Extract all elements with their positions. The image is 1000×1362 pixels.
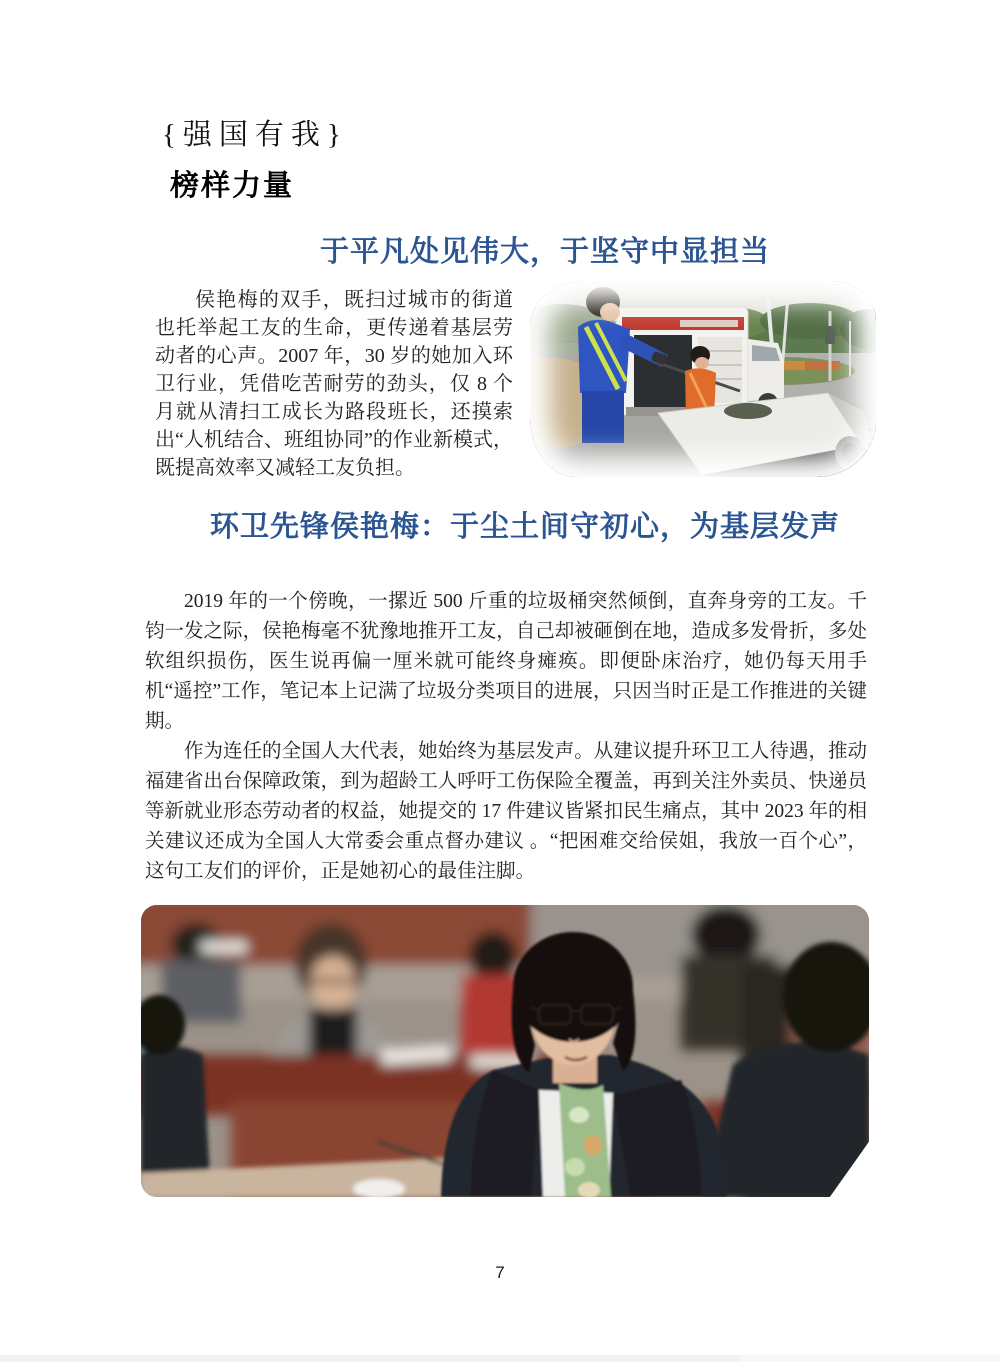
article1-title: 于平凡处见伟大，于坚守中显担当 bbox=[319, 236, 770, 268]
article2-paragraph-2: 作为连任的全国人大代表，她始终为基层发声。从建议提升环卫工人待遇，推动福建省出台保障政策，到为超龄工人呼吁工伤保险全覆盖，再到关注外卖员、快递员等新就业形态劳动者的权益，她提交的 17 件建议皆紧扣民生痛点，其中 2023 年的相关建议还成为全国人大常委会重点督办建议 。“把困难交给侯姐，我放一百个心”，这句工友们的评价，正是她初心的最佳注脚。 bbox=[145, 741, 867, 882]
section-title: 榜样力量 bbox=[170, 170, 295, 202]
congress-meeting-photo bbox=[141, 905, 869, 1197]
sanitation-truck-illustration bbox=[530, 281, 876, 477]
page-tag: {强国有我} bbox=[162, 119, 348, 151]
article2-title: 环卫先锋侯艳梅：于尘土间守初心，为基层发声 bbox=[209, 511, 840, 543]
page-bottom-edge bbox=[0, 1355, 1000, 1362]
sanitation-truck-photo bbox=[530, 281, 876, 477]
article2-paragraph-1: 2019 年的一个傍晚，一摞近 500 斤重的垃圾桶突然倾倒，直奔身旁的工友。千钧一发之际，侯艳梅毫不犹豫地推开工友，自己却被砸倒在地，造成多发骨折，多处软组织损伤，医生说再偏一厘米就可能终身瘫痪。即便卧床治疗，她仍每天用手机“遥控”工作，笔记本上记满了垃圾分类项目的进展，只因当时正是工作推进的关键期。 bbox=[145, 591, 867, 732]
page-number: 7 bbox=[495, 1263, 505, 1282]
article1-body: 侯艳梅的双手，既扫过城市的街道也托举起工友的生命，更传递着基层劳动者的心声。2007 年，30 岁的她加入环卫行业，凭借吃苦耐劳的劲头，仅 8 个月就从清扫工成长为路段班长，还摸索出“人机结合、班组协同”的作业新模式，既提高效率又减轻工友负担。 bbox=[155, 289, 513, 479]
congress-meeting-illustration bbox=[141, 905, 869, 1197]
